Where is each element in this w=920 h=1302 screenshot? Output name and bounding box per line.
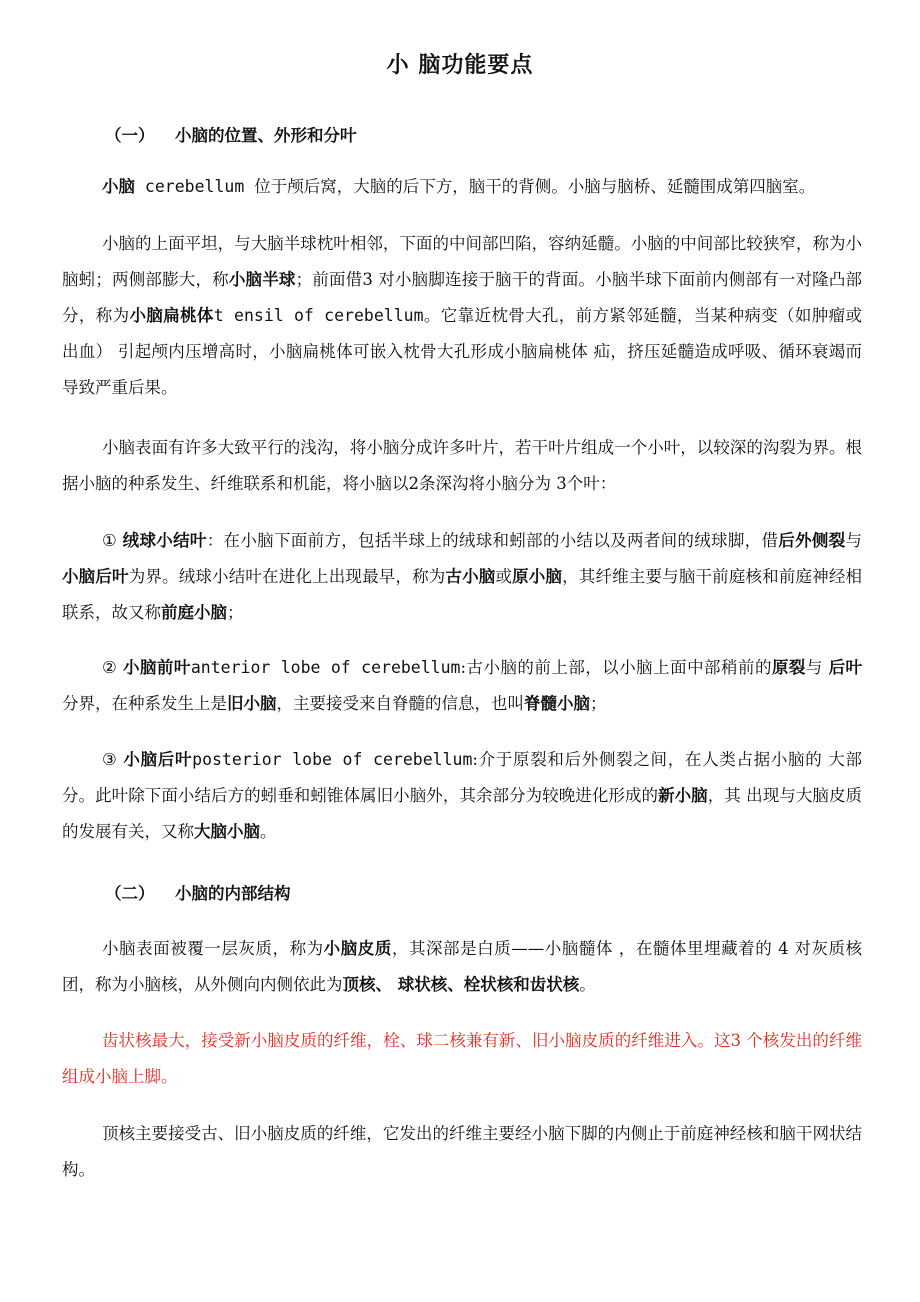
section-number: （一） <box>105 126 155 145</box>
section-title: 小脑的内部结构 <box>175 884 291 903</box>
paragraph-text: 分界，在种系发生上是 <box>62 694 227 713</box>
term-anterior-lobe: 小脑前叶 <box>122 658 191 677</box>
term-posterior: 后叶 <box>828 658 863 677</box>
term-fissure: 后外侧裂 <box>778 531 846 550</box>
paragraph-posterior-lobe <box>62 742 862 850</box>
paragraph-dentate-highlight <box>62 1023 862 1095</box>
paragraph-lobes <box>62 430 862 502</box>
paragraph-anterior-lobe <box>62 650 862 722</box>
paragraph-text: 小脑的上面平坦，与大脑半球枕叶相邻，下面的中间部凹陷，容纳延髓。小脑的中间部比较狭窄，称为小脑蚓；两侧部膨大，称 <box>62 234 862 289</box>
term-cerebrocerebellum: 大脑小脑 <box>194 822 260 841</box>
paragraph-text: ，其 出现与大脑皮质的发展有关，又称 <box>62 786 862 841</box>
paragraph-text: 与 <box>805 658 829 677</box>
section-number: （二） <box>105 884 155 903</box>
latin-term: posterior lobe of cerebellum <box>192 750 473 769</box>
paragraph-text: ，其深部是白质——小脑髓体 ，在髓体里埋藏着的 4 对灰质核团，称为小脑核，从外侧向内侧依此为 <box>62 939 863 994</box>
paragraph-text: :古小脑的前上部，以小脑上面中部稍前的 <box>460 658 772 677</box>
term-cortex: 小脑皮质 <box>323 939 392 958</box>
paragraph-shape <box>62 226 862 406</box>
paragraph-text: :介于原裂和后外侧裂之间，在人类占据小脑的 大部分。此叶除下面小结后方的蚓垂和蚓锥体属旧小脑外，其余部分为较晚进化形成的 <box>62 750 862 805</box>
term-flocculonodular: 绒球小结叶 <box>122 531 207 550</box>
paragraph-text: cerebellum 位于颅后窝，大脑的后下方，脑干的背侧。小脑与脑桥、延髓围成第四脑室。 <box>135 177 816 196</box>
term-archicerebellum-alt: 原小脑 <box>512 567 563 586</box>
list-marker: ① <box>102 531 123 550</box>
paragraph-text: 为界。绒球小结叶在进化上出现最早，称为 <box>128 567 446 586</box>
latin-term: t ensil of cerebellum <box>213 306 424 325</box>
section-heading-1 <box>105 122 357 146</box>
term-cerebellum: 小脑 <box>102 177 135 196</box>
term-vestibulocerebellum: 前庭小脑 <box>161 603 227 622</box>
term-posterior-lobe: 小脑后叶 <box>62 567 129 586</box>
paragraph-text: ：在小脑下面前方，包括半球上的绒球和蚓部的小结以及两者间的绒球脚，借 <box>206 531 779 550</box>
list-marker: ② <box>102 658 123 677</box>
section-title: 小脑的位置、外形和分叶 <box>175 126 357 145</box>
term-nuclei: 顶核、 球状核、栓状核和齿状核 <box>342 975 580 994</box>
term-tonsil: 小脑扁桃体 <box>129 306 214 325</box>
paragraph-location <box>62 169 877 205</box>
paragraph-fastigial <box>62 1116 862 1188</box>
term-primary-fissure: 原裂 <box>771 658 806 677</box>
paragraph-text: 。它靠近枕骨大孔，前方紧邻延髓，当某种病变（如肿瘤或出血） 引起颅内压增高时，小脑扁桃体可嵌入枕骨大孔形成小脑扁桃体 疝，挤压延髓造成呼吸、循环衰竭而导致严重后果。 <box>62 306 863 397</box>
list-marker: ③ <box>102 750 124 769</box>
paragraph-text: 或 <box>495 567 513 586</box>
term-posterior-lobe: 小脑后叶 <box>123 750 193 769</box>
paragraph-text: 齿状核最大，接受新小脑皮质的纤维，栓、球二核兼有新、旧小脑皮质的纤维进入。这3 个核发出的纤维组成小脑上脚。 <box>62 1031 862 1086</box>
paragraph-text: 小脑表面被覆一层灰质，称为 <box>102 939 324 958</box>
paragraph-text: ，主要接受来自脊髓的信息，也叫 <box>276 694 524 713</box>
term-paleocerebellum: 旧小脑 <box>227 694 277 713</box>
paragraph-text: ； <box>227 603 244 622</box>
paragraph-text: 与 <box>845 531 863 550</box>
paragraph-text: 小脑表面有许多大致平行的浅沟，将小脑分成许多叶片，若干叶片组成一个小叶，以较深的沟裂为界。根据小脑的种系发生、纤维联系和机能，将小脑以2条深沟将小脑分为 3个叶： <box>62 438 862 493</box>
paragraph-text: 。 <box>260 822 277 841</box>
term-archicerebellum: 古小脑 <box>445 567 496 586</box>
latin-term: anterior lobe of cerebellum <box>190 658 461 677</box>
paragraph-text: ，其纤维主要与脑干前庭核和前庭神经相联系，故又称 <box>62 567 863 622</box>
term-neocerebellum: 新小脑 <box>658 786 708 805</box>
paragraph-text: 。 <box>579 975 596 994</box>
paragraph-text: ； <box>590 694 607 713</box>
paragraph-internal-structure <box>62 931 862 1003</box>
paragraph-text: ；前面借3 对小脑脚连接于脑干的背面。小脑半球下面前内侧部有一对隆凸部分，称为 <box>62 270 863 325</box>
paragraph-flocculonodular <box>62 523 862 631</box>
page-title: 小 脑功能要点 <box>386 53 534 78</box>
term-hemisphere: 小脑半球 <box>228 270 296 289</box>
section-heading-2 <box>105 880 291 904</box>
paragraph-text: 顶核主要接受古、旧小脑皮质的纤维，它发出的纤维主要经小脑下脚的内侧止于前庭神经核和脑干网状结构。 <box>62 1124 862 1179</box>
term-spinocerebellum: 脊髓小脑 <box>524 694 590 713</box>
